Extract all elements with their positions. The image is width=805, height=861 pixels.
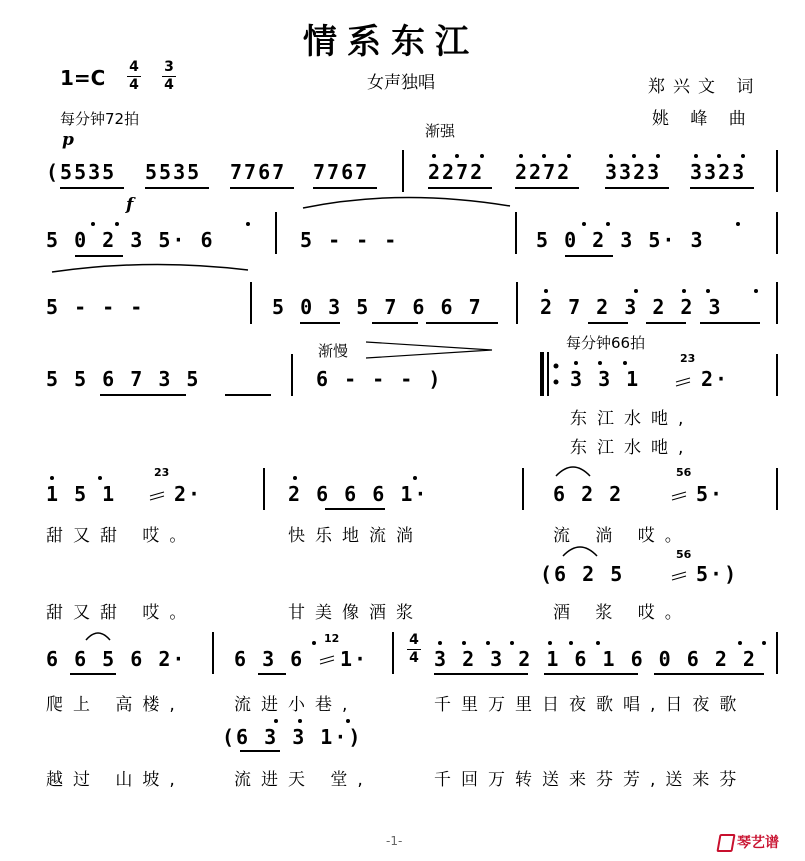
grace-note: 56 bbox=[676, 466, 692, 479]
measure-notes: 5 0 3 5 7 6 6 7 bbox=[272, 295, 483, 319]
measure-note-group: 3323 bbox=[690, 160, 747, 184]
measure-notes: 5· bbox=[696, 482, 725, 506]
lyric-line: 甜又甜 哎。 bbox=[46, 603, 197, 623]
lyric-line: 流 淌 哎。 bbox=[553, 526, 692, 546]
time-signature-numerator: 3 bbox=[164, 59, 174, 75]
slur-curve bbox=[52, 264, 248, 272]
key-signature: 1=C bbox=[60, 66, 106, 90]
slur-curve bbox=[563, 547, 597, 556]
lyricist-credit: 郑兴文 词 bbox=[648, 77, 762, 97]
slur-curve bbox=[86, 633, 110, 640]
time-signature-numerator: 4 bbox=[409, 632, 419, 648]
measure-note-group: (5535 bbox=[46, 160, 117, 184]
tempo-marking-66: 每分钟66拍 bbox=[566, 334, 646, 352]
lyric-line: 千里万里日夜歌唱,日夜歌 bbox=[434, 695, 747, 715]
grace-note: 56 bbox=[676, 548, 692, 561]
measure-notes: 5 - - - bbox=[46, 295, 145, 319]
measure-notes: 5 - - - bbox=[300, 228, 399, 252]
dynamic-forte: f bbox=[126, 195, 134, 215]
measure-notes: 6 - - - ) bbox=[316, 367, 443, 391]
logo-text: 琴艺谱 bbox=[737, 835, 779, 851]
grace-note: 12 bbox=[324, 632, 340, 645]
time-signature-denominator: 4 bbox=[409, 650, 419, 666]
measure-notes: 6 3 6 bbox=[234, 647, 305, 671]
measure-notes: 1· bbox=[340, 647, 369, 671]
lyric-line: 爬上 高楼, bbox=[46, 695, 185, 715]
grace-stroke bbox=[676, 378, 690, 386]
measure-note-group: 7767 bbox=[313, 160, 370, 184]
grace-note: 23 bbox=[680, 352, 696, 365]
performance-type: 女声独唱 bbox=[367, 73, 435, 93]
octave-dots bbox=[50, 154, 766, 723]
crescendo-text: 渐强 bbox=[425, 122, 456, 140]
measure-notes: 2 7 2 3 2 2 3 bbox=[540, 295, 723, 319]
grace-stroke bbox=[672, 492, 686, 500]
grace-stroke bbox=[150, 492, 164, 500]
lyric-line: 千回万转送来芬芳,送来芬 bbox=[434, 770, 747, 790]
measure-notes: 2· bbox=[701, 367, 730, 391]
measure-notes: 1 5 1 bbox=[46, 482, 117, 506]
measure-notes: 6 6 5 6 2· bbox=[46, 647, 187, 671]
lyric-line: 甜又甜 哎。 bbox=[46, 526, 197, 546]
song-title: 情系东江 bbox=[303, 22, 479, 62]
tempo-marking-72: 每分钟72拍 bbox=[60, 110, 140, 128]
measure-notes: 5·) bbox=[696, 562, 739, 586]
lyric-line: 东江水吔, bbox=[570, 438, 694, 458]
lyric-line: 东江水吔, bbox=[570, 409, 694, 429]
measure-notes: 6 2 2 bbox=[553, 482, 624, 506]
lyric-line: 流进天 堂, bbox=[234, 770, 373, 790]
measure-notes: 5 5 6 7 3 5 bbox=[46, 367, 201, 391]
dynamic-piano: p bbox=[62, 130, 74, 150]
measure-notes: (6 2 5 bbox=[540, 562, 625, 586]
measure-notes: 3 3 1 bbox=[570, 367, 641, 391]
measure-notes: 5 0 2 3 5· 3 bbox=[536, 228, 705, 252]
lyric-line: 酒 浆 哎。 bbox=[553, 603, 692, 623]
measure-note-group: 7767 bbox=[230, 160, 287, 184]
grace-note: 23 bbox=[154, 466, 170, 479]
measure-note-group: 2272 bbox=[428, 160, 485, 184]
composer-credit: 姚 峰 曲 bbox=[652, 109, 754, 129]
measure-note-group: 5535 bbox=[145, 160, 202, 184]
repeat-dot bbox=[554, 364, 559, 369]
lyric-line: 越过 山坡, bbox=[46, 770, 185, 790]
page-number: -1- bbox=[386, 834, 403, 848]
measure-notes: (6 3 3 1·) bbox=[222, 725, 363, 749]
time-signature-denominator: 4 bbox=[164, 77, 174, 93]
slur-curve bbox=[303, 197, 510, 208]
measure-notes: 2 6 6 6 1· bbox=[288, 482, 429, 506]
lyric-line: 快乐地流淌 bbox=[288, 526, 423, 546]
lyric-line: 甘美像酒浆 bbox=[288, 603, 423, 623]
measure-note-group: 2272 bbox=[515, 160, 572, 184]
measure-note-group: 3323 bbox=[605, 160, 662, 184]
diminuendo-hairpin bbox=[366, 342, 492, 358]
time-signature-denominator: 4 bbox=[129, 77, 139, 93]
repeat-dot bbox=[554, 380, 559, 385]
ritardando-text: 渐慢 bbox=[318, 342, 349, 360]
time-signature-numerator: 4 bbox=[129, 59, 139, 75]
measure-notes: 5 0 2 3 5· 6 bbox=[46, 228, 215, 252]
slur-curve bbox=[556, 467, 590, 476]
lyric-line: 流进小巷, bbox=[234, 695, 358, 715]
measure-notes: 3 2 3 2 1 6 1 6 0 6 2 2 bbox=[434, 647, 757, 671]
measure-notes: 2· bbox=[174, 482, 203, 506]
grace-stroke bbox=[320, 656, 334, 664]
grace-stroke bbox=[672, 572, 686, 580]
